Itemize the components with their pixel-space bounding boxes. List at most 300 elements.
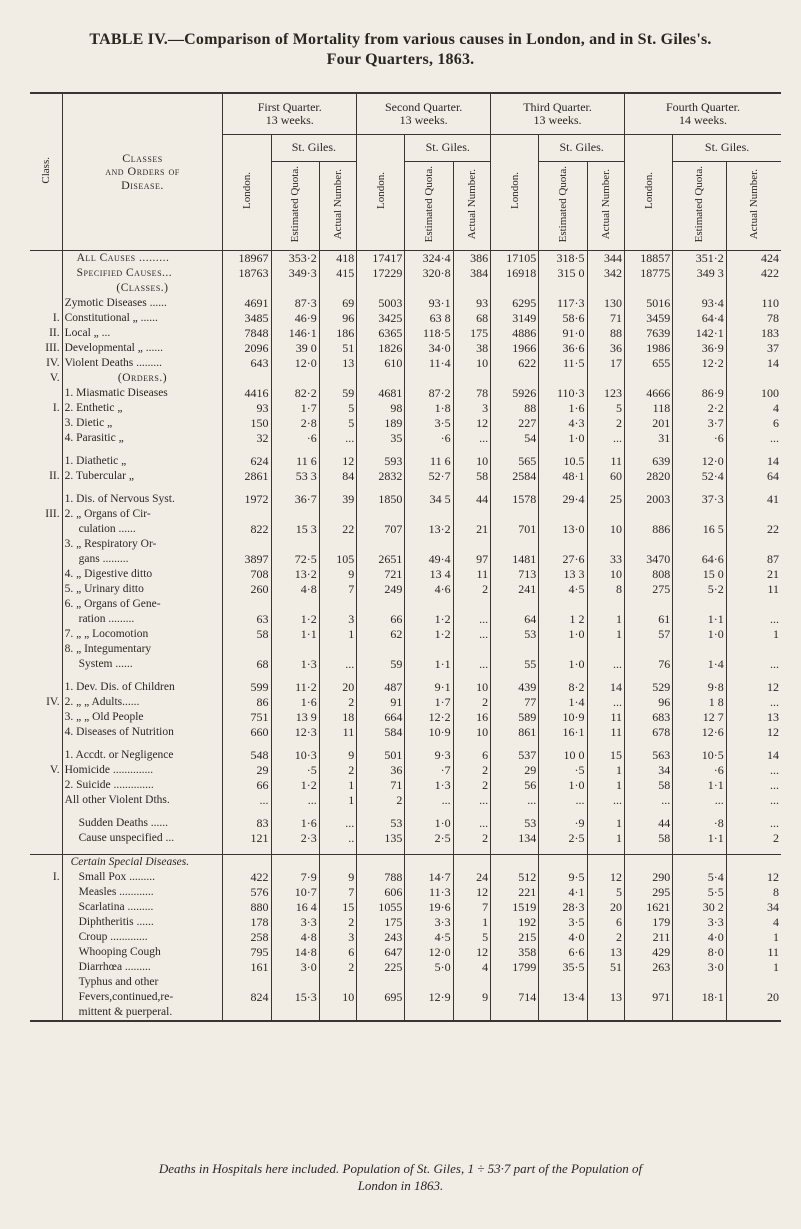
value-cell: 3·3: [673, 915, 727, 930]
value-cell: [319, 507, 356, 522]
value-cell: 64: [491, 612, 539, 627]
disease-label: 4. Diseases of Nutrition: [62, 725, 223, 740]
value-cell: 1·4: [673, 657, 727, 672]
table-row: [30, 627, 781, 642]
value-cell: [587, 537, 625, 552]
value-cell: 96: [319, 311, 356, 326]
value-cell: ...: [726, 763, 781, 778]
value-cell: 249: [357, 582, 405, 597]
value-cell: [453, 1005, 490, 1021]
value-cell: 1 2: [539, 612, 587, 627]
disease-label: Specified Causes...: [62, 266, 223, 281]
value-cell: 61: [625, 612, 673, 627]
value-cell: 98: [357, 401, 405, 416]
value-cell: ...: [453, 657, 490, 672]
value-cell: 349·3: [271, 266, 319, 281]
value-cell: 2651: [357, 552, 405, 567]
value-cell: 10: [453, 680, 490, 695]
value-cell: 386: [453, 251, 490, 267]
value-cell: 422: [223, 870, 271, 885]
value-cell: 62: [357, 627, 405, 642]
value-cell: [271, 1005, 319, 1021]
table-row: [30, 710, 781, 725]
value-cell: 324·4: [405, 251, 453, 267]
value-cell: [453, 281, 490, 296]
value-cell: 2·5: [405, 831, 453, 846]
value-cell: [319, 975, 356, 990]
value-cell: 318·5: [539, 251, 587, 267]
value-cell: 18775: [625, 266, 673, 281]
value-cell: 1·1: [673, 831, 727, 846]
value-cell: 861: [491, 725, 539, 740]
value-cell: 655: [625, 356, 673, 371]
value-cell: [405, 507, 453, 522]
value-cell: 20: [319, 680, 356, 695]
value-cell: [726, 642, 781, 657]
disease-label: All Causes .........: [62, 251, 223, 267]
value-cell: 100: [726, 386, 781, 401]
value-cell: 418: [319, 251, 356, 267]
table-row: [30, 855, 781, 871]
class-cell: [30, 793, 62, 808]
value-cell: 2: [726, 831, 781, 846]
title-line-1: TABLE IV.—Comparison of Mortality from various causes in London, and in St. Giles's.: [89, 31, 712, 48]
value-cell: 14: [726, 454, 781, 469]
value-cell: [726, 975, 781, 990]
value-cell: 146·1: [271, 326, 319, 341]
value-cell: 51: [319, 341, 356, 356]
value-cell: 610: [357, 356, 405, 371]
value-cell: 1·1: [271, 627, 319, 642]
value-cell: 4·3: [539, 416, 587, 431]
value-cell: 548: [223, 748, 271, 763]
value-cell: 11 6: [271, 454, 319, 469]
value-cell: 290: [625, 870, 673, 885]
value-cell: 123: [587, 386, 625, 401]
value-cell: 58: [223, 627, 271, 642]
disease-label: Certain Special Diseases.: [62, 855, 223, 871]
value-cell: 1·8: [405, 401, 453, 416]
value-cell: 19·6: [405, 900, 453, 915]
value-cell: ...: [453, 431, 490, 446]
value-cell: 64: [726, 469, 781, 484]
value-cell: 7: [319, 582, 356, 597]
footnote-line-2: London in 1863.: [357, 1178, 444, 1193]
value-cell: [673, 537, 727, 552]
value-cell: [453, 507, 490, 522]
value-cell: 14: [726, 748, 781, 763]
value-cell: 20: [587, 900, 625, 915]
value-cell: 60: [587, 469, 625, 484]
table-row: [30, 725, 781, 740]
value-cell: 12·0: [271, 356, 319, 371]
value-cell: [491, 371, 539, 386]
class-header: Class.: [30, 93, 62, 251]
value-cell: 501: [357, 748, 405, 763]
value-cell: 695: [357, 990, 405, 1005]
value-cell: 83: [223, 816, 271, 831]
value-cell: 5003: [357, 296, 405, 311]
value-cell: [539, 975, 587, 990]
table-row: [30, 281, 781, 296]
footnote-line-1: Deaths in Hospitals here included. Population of St. Giles, 1 ÷ 53·7 part of the Population of: [158, 1161, 643, 1176]
value-cell: 18967: [223, 251, 271, 267]
value-cell: 9·5: [539, 870, 587, 885]
value-cell: 71: [357, 778, 405, 793]
value-cell: 15: [319, 900, 356, 915]
row-spacer: [30, 740, 781, 748]
table-row: [30, 341, 781, 356]
value-cell: 12: [453, 416, 490, 431]
value-cell: 1·0: [539, 431, 587, 446]
table-row: [30, 266, 781, 281]
value-cell: [625, 281, 673, 296]
value-cell: 12: [319, 454, 356, 469]
value-cell: 4: [726, 401, 781, 416]
value-cell: 10 0: [539, 748, 587, 763]
value-cell: ...: [726, 431, 781, 446]
table-row: [30, 296, 781, 311]
disease-label: 3. „ „ Old People: [62, 710, 223, 725]
value-cell: 1: [726, 627, 781, 642]
value-cell: 14: [587, 680, 625, 695]
class-cell: IV.: [46, 695, 60, 708]
value-cell: [319, 642, 356, 657]
value-cell: 121: [223, 831, 271, 846]
value-cell: 16 4: [271, 900, 319, 915]
value-cell: 13: [319, 356, 356, 371]
actual-number-header: Actual Number.: [587, 162, 625, 251]
value-cell: [625, 855, 673, 871]
footnote: [0, 1160, 801, 1194]
value-cell: 86: [223, 695, 271, 710]
value-cell: 5: [587, 885, 625, 900]
class-cell: [30, 281, 62, 296]
value-cell: 639: [625, 454, 673, 469]
value-cell: 5: [453, 930, 490, 945]
value-cell: 3·3: [405, 915, 453, 930]
class-cell: [30, 612, 62, 627]
value-cell: 3·3: [271, 915, 319, 930]
value-cell: [539, 855, 587, 871]
value-cell: [625, 597, 673, 612]
disease-label: 6. „ Organs of Gene-: [62, 597, 223, 612]
value-cell: 16: [453, 710, 490, 725]
value-cell: 1·6: [539, 401, 587, 416]
value-cell: 9: [319, 567, 356, 582]
value-cell: 38: [453, 341, 490, 356]
value-cell: 87·3: [271, 296, 319, 311]
value-cell: 13·4: [539, 990, 587, 1005]
value-cell: 2: [453, 695, 490, 710]
value-cell: 110: [726, 296, 781, 311]
value-cell: 225: [357, 960, 405, 975]
value-cell: 12·2: [673, 356, 727, 371]
value-cell: [587, 975, 625, 990]
value-cell: 58: [453, 469, 490, 484]
value-cell: ...: [625, 793, 673, 808]
value-cell: 576: [223, 885, 271, 900]
value-cell: [405, 537, 453, 552]
class-cell: [30, 431, 62, 446]
value-cell: [271, 855, 319, 871]
table-row: [30, 975, 781, 990]
value-cell: [357, 975, 405, 990]
value-cell: 51: [587, 960, 625, 975]
value-cell: ...: [726, 778, 781, 793]
value-cell: 1·3: [271, 657, 319, 672]
value-cell: 53 3: [271, 469, 319, 484]
value-cell: 1972: [223, 492, 271, 507]
table-row: [30, 1005, 781, 1021]
value-cell: 21: [453, 522, 490, 537]
value-cell: 52·4: [673, 469, 727, 484]
table-row: [30, 930, 781, 945]
value-cell: 4681: [357, 386, 405, 401]
value-cell: 1055: [357, 900, 405, 915]
value-cell: 5·2: [673, 582, 727, 597]
value-cell: [587, 642, 625, 657]
disease-label: 1. Accdt. or Negligence: [62, 748, 223, 763]
value-cell: 11·4: [405, 356, 453, 371]
table-row: [30, 507, 781, 522]
disease-label: culation ......: [62, 522, 223, 537]
value-cell: 1: [453, 915, 490, 930]
disease-label: 2. „ Organs of Cir-: [62, 507, 223, 522]
value-cell: [357, 537, 405, 552]
value-cell: 15 3: [271, 522, 319, 537]
value-cell: 15·3: [271, 990, 319, 1005]
value-cell: [405, 855, 453, 871]
class-cell: III.: [45, 341, 60, 354]
value-cell: [405, 281, 453, 296]
table-row: [30, 778, 781, 793]
value-cell: 1·3: [405, 778, 453, 793]
value-cell: 63 8: [405, 311, 453, 326]
class-cell: [30, 386, 62, 401]
value-cell: 2: [453, 778, 490, 793]
value-cell: 118·5: [405, 326, 453, 341]
value-cell: 64·6: [673, 552, 727, 567]
table-row: [30, 680, 781, 695]
table-row: [30, 469, 781, 484]
value-cell: 2096: [223, 341, 271, 356]
value-cell: [453, 537, 490, 552]
value-cell: 12: [587, 870, 625, 885]
value-cell: 822: [223, 522, 271, 537]
table-row: [30, 642, 781, 657]
value-cell: 3·7: [673, 416, 727, 431]
class-cell: [30, 990, 62, 1005]
value-cell: 12·0: [405, 945, 453, 960]
disease-label: All other Violent Dths.: [62, 793, 223, 808]
disease-label: Local „ ...: [62, 326, 223, 341]
table-row: [30, 695, 781, 710]
value-cell: [673, 507, 727, 522]
value-cell: [491, 537, 539, 552]
class-cell: [30, 597, 62, 612]
class-cell: [30, 855, 62, 871]
value-cell: 1·0: [539, 627, 587, 642]
value-cell: 5: [587, 401, 625, 416]
table-row: [30, 326, 781, 341]
value-cell: 2: [587, 416, 625, 431]
value-cell: [453, 975, 490, 990]
value-cell: 3485: [223, 311, 271, 326]
value-cell: 93·1: [405, 296, 453, 311]
class-cell: [30, 454, 62, 469]
value-cell: ...: [453, 627, 490, 642]
value-cell: 9·3: [405, 748, 453, 763]
table-row: [30, 371, 781, 386]
value-cell: 2832: [357, 469, 405, 484]
value-cell: 5·5: [673, 885, 727, 900]
value-cell: 86·9: [673, 386, 727, 401]
value-cell: 12: [726, 725, 781, 740]
london-header-q3: London.: [491, 135, 539, 251]
value-cell: 10: [587, 567, 625, 582]
value-cell: 1850: [357, 492, 405, 507]
value-cell: 4·0: [539, 930, 587, 945]
class-cell: [30, 492, 62, 507]
disease-label: 1. Miasmatic Diseases: [62, 386, 223, 401]
value-cell: 68: [223, 657, 271, 672]
value-cell: [625, 371, 673, 386]
value-cell: 76: [625, 657, 673, 672]
value-cell: 13·2: [405, 522, 453, 537]
value-cell: 39 0: [271, 341, 319, 356]
value-cell: 13: [587, 945, 625, 960]
class-cell: [30, 680, 62, 695]
value-cell: 647: [357, 945, 405, 960]
value-cell: 1: [587, 816, 625, 831]
value-cell: 16 5: [673, 522, 727, 537]
value-cell: [491, 597, 539, 612]
value-cell: 178: [223, 915, 271, 930]
value-cell: 11: [453, 567, 490, 582]
value-cell: 241: [491, 582, 539, 597]
value-cell: 3·5: [539, 915, 587, 930]
value-cell: 10: [453, 454, 490, 469]
value-cell: 10·3: [271, 748, 319, 763]
value-cell: 10: [587, 522, 625, 537]
value-cell: 751: [223, 710, 271, 725]
value-cell: 134: [491, 831, 539, 846]
value-cell: 17105: [491, 251, 539, 267]
value-cell: 59: [357, 657, 405, 672]
row-spacer: [30, 808, 781, 816]
value-cell: 808: [625, 567, 673, 582]
value-cell: 664: [357, 710, 405, 725]
title-line-2: Four Quarters, 1863.: [326, 51, 475, 68]
value-cell: [587, 371, 625, 386]
value-cell: ·7: [405, 763, 453, 778]
table-row: [30, 386, 781, 401]
value-cell: 175: [357, 915, 405, 930]
estimated-quota-header: Estimated Quota.: [405, 162, 453, 251]
value-cell: 9·1: [405, 680, 453, 695]
value-cell: [405, 1005, 453, 1021]
value-cell: 2: [453, 831, 490, 846]
value-cell: 6365: [357, 326, 405, 341]
value-cell: 4691: [223, 296, 271, 311]
value-cell: 44: [625, 816, 673, 831]
value-cell: ...: [453, 612, 490, 627]
value-cell: 2: [453, 763, 490, 778]
value-cell: 37: [726, 341, 781, 356]
value-cell: 424: [726, 251, 781, 267]
value-cell: ...: [587, 431, 625, 446]
value-cell: 1·1: [673, 778, 727, 793]
disease-label: Violent Deaths .........: [62, 356, 223, 371]
value-cell: 258: [223, 930, 271, 945]
value-cell: [587, 281, 625, 296]
value-cell: 93: [453, 296, 490, 311]
class-cell: II.: [49, 469, 60, 482]
value-cell: [223, 371, 271, 386]
value-cell: [673, 371, 727, 386]
value-cell: ·6: [405, 431, 453, 446]
value-cell: 11 6: [405, 454, 453, 469]
value-cell: 91·0: [539, 326, 587, 341]
value-cell: 243: [357, 930, 405, 945]
table-row: [30, 356, 781, 371]
value-cell: 18857: [625, 251, 673, 267]
value-cell: 12·0: [673, 454, 727, 469]
value-cell: 11·3: [405, 885, 453, 900]
value-cell: [405, 371, 453, 386]
value-cell: 72·5: [271, 552, 319, 567]
value-cell: 12 7: [673, 710, 727, 725]
value-cell: [271, 597, 319, 612]
disease-label: 1. Dis. of Nervous Syst.: [62, 492, 223, 507]
value-cell: [673, 597, 727, 612]
value-cell: 713: [491, 567, 539, 582]
value-cell: 7·9: [271, 870, 319, 885]
value-cell: 589: [491, 710, 539, 725]
class-cell: I.: [52, 870, 60, 883]
table-row: [30, 537, 781, 552]
value-cell: 563: [625, 748, 673, 763]
value-cell: [539, 1005, 587, 1021]
value-cell: 1: [319, 793, 356, 808]
value-cell: 36: [587, 341, 625, 356]
class-cell: [30, 778, 62, 793]
value-cell: 66: [357, 612, 405, 627]
value-cell: 29·4: [539, 492, 587, 507]
value-cell: [319, 855, 356, 871]
value-cell: ...: [405, 793, 453, 808]
class-cell: [30, 657, 62, 672]
table-row: [30, 915, 781, 930]
value-cell: 10.5: [539, 454, 587, 469]
value-cell: 13 9: [271, 710, 319, 725]
value-cell: 5·4: [673, 870, 727, 885]
value-cell: [453, 855, 490, 871]
value-cell: ...: [726, 695, 781, 710]
value-cell: 10·5: [673, 748, 727, 763]
value-cell: [625, 507, 673, 522]
value-cell: ...: [587, 657, 625, 672]
value-cell: 1·4: [539, 695, 587, 710]
value-cell: 10: [453, 356, 490, 371]
value-cell: ...: [453, 793, 490, 808]
value-cell: 17417: [357, 251, 405, 267]
value-cell: [271, 975, 319, 990]
value-cell: 135: [357, 831, 405, 846]
value-cell: 1826: [357, 341, 405, 356]
disease-label: 8. „ Integumentary: [62, 642, 223, 657]
